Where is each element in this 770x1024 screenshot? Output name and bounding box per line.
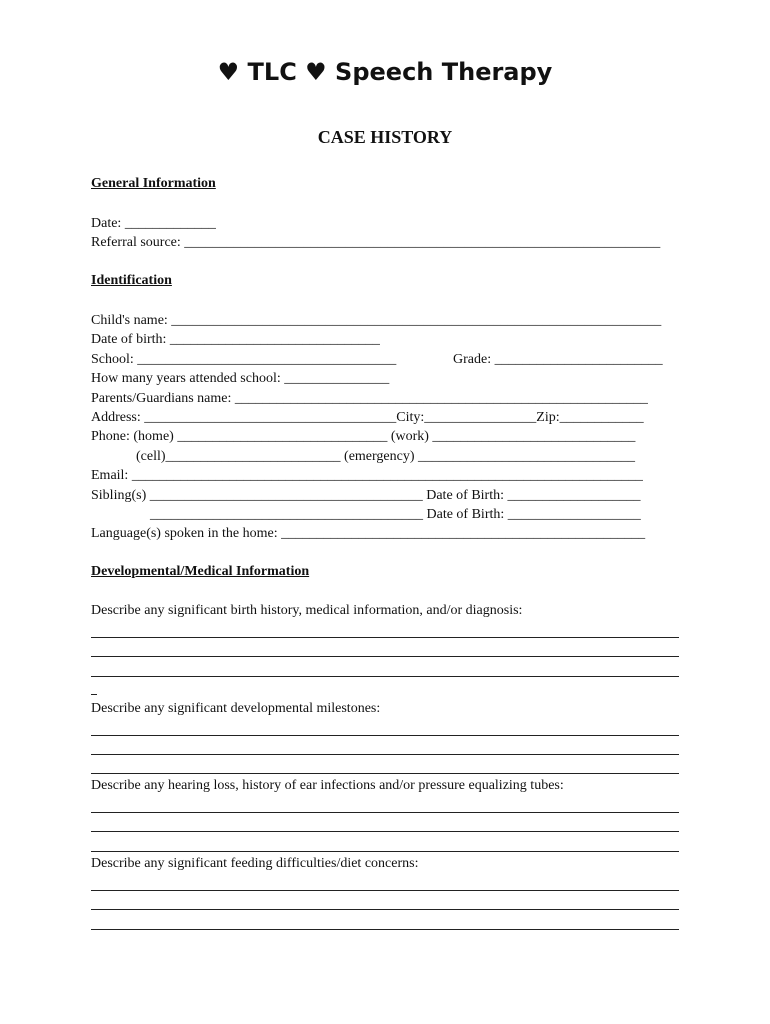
milestones-answer-line[interactable] (91, 773, 679, 774)
feeding-answer-line[interactable] (91, 909, 679, 910)
grade-field[interactable]: Grade: ________________________ (453, 352, 663, 367)
section-heading-developmental: Developmental/Medical Information (91, 564, 310, 579)
date-of-birth-field[interactable]: Date of birth: ______________________________ (91, 332, 380, 347)
form-title: CASE HISTORY (317, 127, 453, 147)
phone-home-work-field[interactable]: Phone: (home) ______________________________ (work) _____________________________ (91, 429, 636, 444)
feeding-answer-line[interactable] (91, 929, 679, 930)
milestones-answer-line[interactable] (91, 754, 679, 755)
referral-source-field[interactable]: Referral source: ____________________________________________________________________ (91, 235, 661, 250)
hearing-answer-line[interactable] (91, 831, 679, 832)
birth-history-answer-line[interactable] (91, 656, 679, 657)
years-attended-school-field[interactable]: How many years attended school: _______________ (91, 371, 390, 386)
birth-history-question: Describe any significant birth history, medical information, and/or diagnosis: (91, 603, 523, 618)
section-heading-identification: Identification (91, 273, 172, 288)
hearing-answer-line[interactable] (91, 812, 679, 813)
hearing-question: Describe any hearing loss, history of ear infections and/or pressure equalizing tubes: (91, 778, 564, 793)
address-field[interactable]: Address: ____________________________________City:________________Zip:____________ (91, 410, 644, 425)
email-field[interactable]: Email: _________________________________________________________________________ (91, 468, 643, 483)
date-field[interactable]: Date: _____________ (91, 216, 216, 231)
feeding-answer-line[interactable] (91, 890, 679, 891)
hearing-answer-line[interactable] (91, 851, 679, 852)
phone-cell-emergency-field[interactable]: (cell)_________________________ (emergency) _______________________________ (136, 449, 636, 464)
section-heading-general: General Information (91, 176, 216, 191)
birth-history-answer-line[interactable] (91, 637, 679, 638)
language-field[interactable]: Language(s) spoken in the home: ____________________________________________________ (91, 526, 646, 541)
school-field[interactable]: School: _____________________________________ (91, 352, 397, 367)
practice-name: ♥ TLC ♥ Speech Therapy (217, 58, 553, 86)
sibling-field-1[interactable]: Sibling(s) _______________________________________ Date of Birth: ___________________ (91, 488, 641, 503)
child-name-field[interactable]: Child's name: ______________________________________________________________________ (91, 313, 662, 328)
feeding-question: Describe any significant feeding difficulties/diet concerns: (91, 856, 419, 871)
developmental-milestones-question: Describe any significant developmental milestones: (91, 701, 381, 716)
birth-history-answer-line[interactable] (91, 676, 679, 677)
milestones-answer-line[interactable] (91, 735, 679, 736)
birth-history-answer-line[interactable] (91, 694, 97, 695)
sibling-field-2[interactable]: _______________________________________ Date of Birth: ___________________ (150, 507, 641, 522)
parents-guardians-name-field[interactable]: Parents/Guardians name: ___________________________________________________________ (91, 391, 648, 406)
